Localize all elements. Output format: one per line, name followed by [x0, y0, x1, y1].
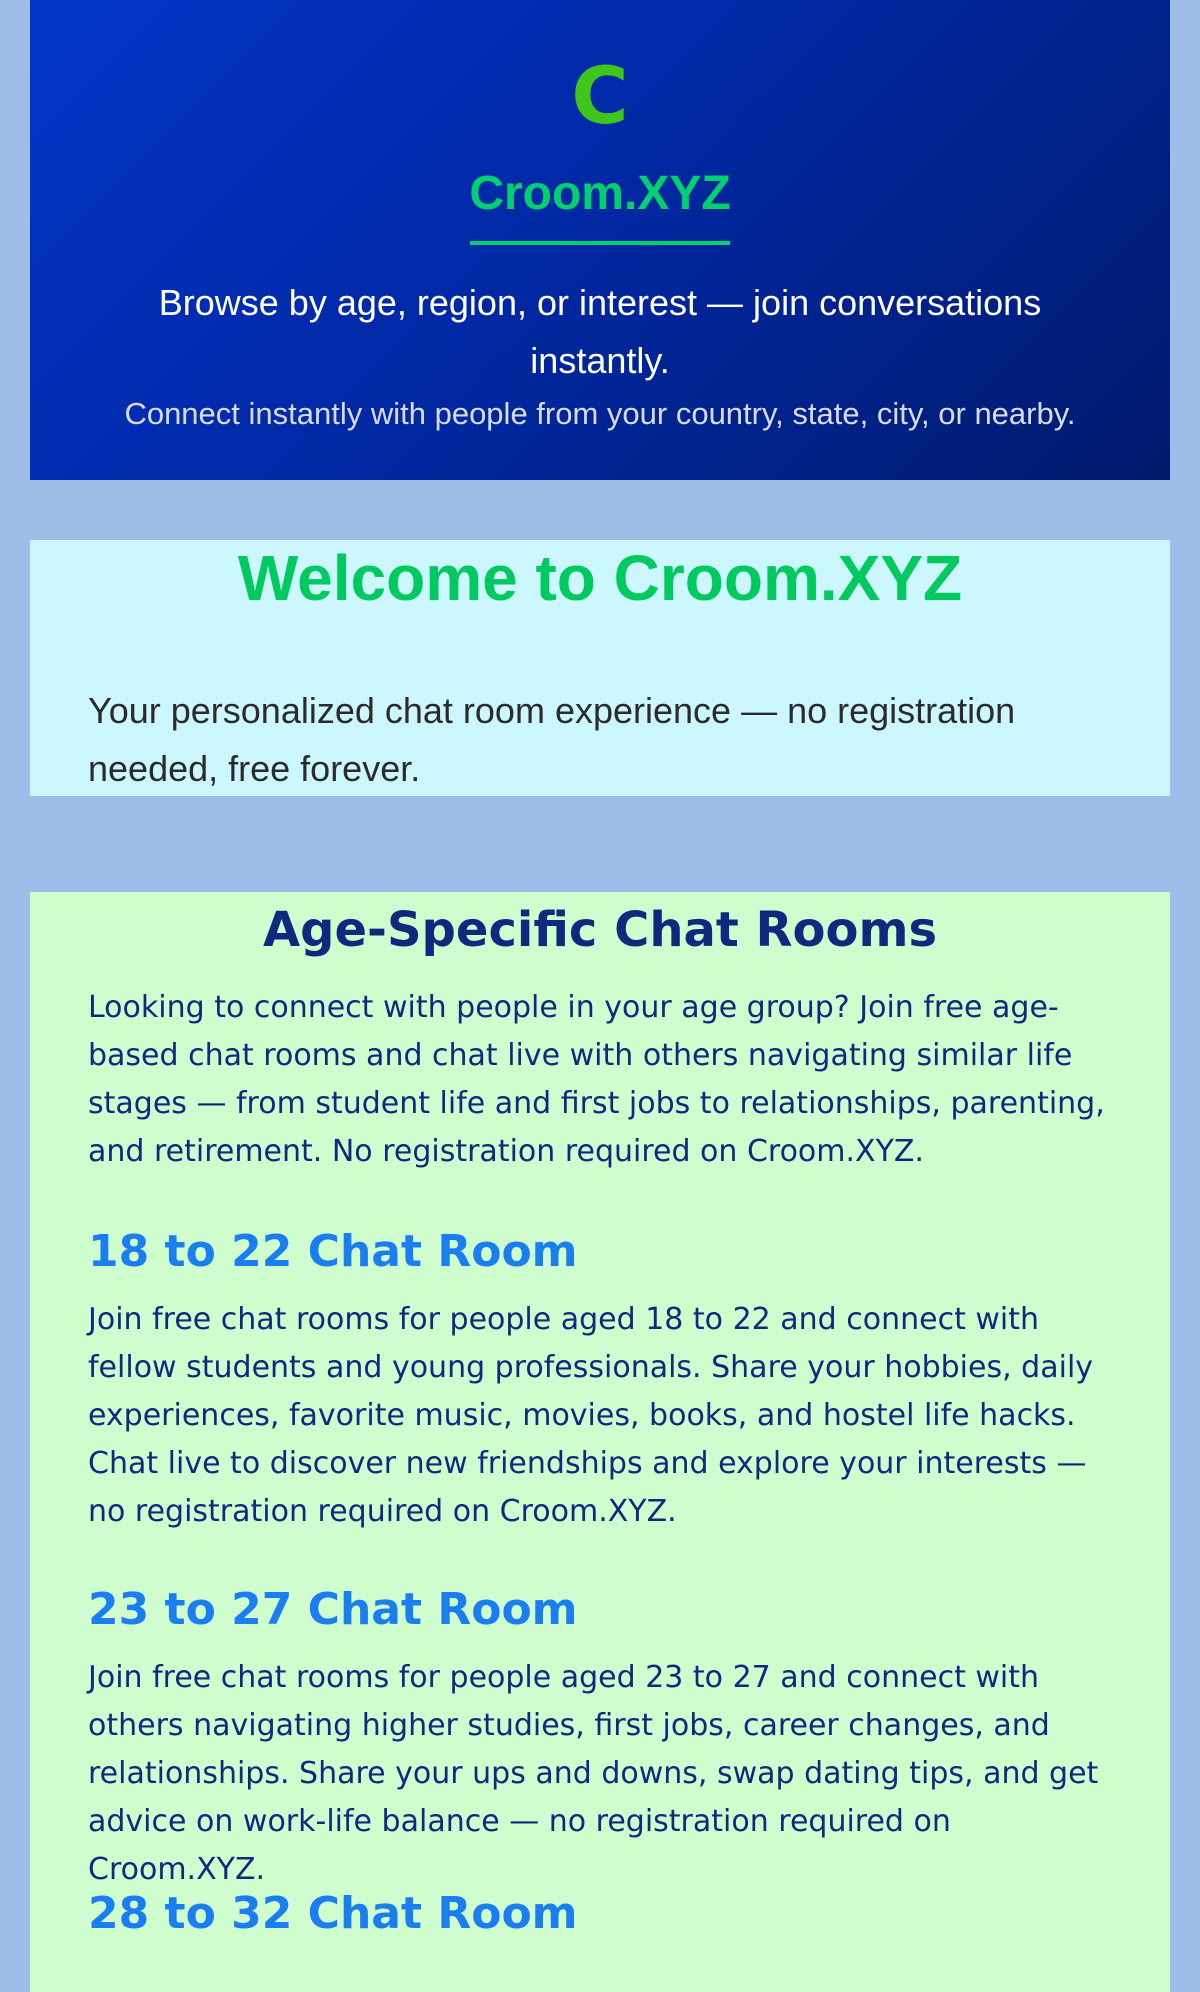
logo-icon[interactable]: C — [571, 52, 629, 142]
age-section-title: Age-Specific Chat Rooms — [262, 902, 938, 958]
welcome-section — [30, 540, 1170, 796]
site-header — [30, 0, 1170, 480]
header-subtagline: Connect instantly with people from your country, state, city, or nearby. — [124, 396, 1076, 431]
welcome-text: Your personalized chat room experience — no registration needed, free forever. — [88, 690, 1016, 789]
room-title-28-32[interactable]: 28 to 32 Chat Room — [88, 1888, 578, 1939]
room-title-23-27[interactable]: 23 to 27 Chat Room — [88, 1584, 578, 1635]
room-description-18-22: Join free chat rooms for people aged 18 to 22 and connect with fellow students and young professionals. Share your hobbies, daily experiences, favorite music, movies, books, and hostel life hacks. Chat live to discover new friendships and explore your interests — no registration required on Croom.XYZ. — [88, 1302, 1094, 1529]
header-tagline: Browse by age, region, or interest — join conversations instantly. — [158, 282, 1042, 381]
room-description-23-27: Join free chat rooms for people aged 23 to 27 and connect with others navigating higher studies, first jobs, career changes, and relationships. Share your ups and downs, swap dating tips, and get advice on work-life balance — no registration required on Croom.XYZ. — [88, 1660, 1099, 1887]
page — [30, 0, 1170, 1939]
site-name-underline — [470, 241, 730, 245]
welcome-title: Welcome to Croom.XYZ — [237, 542, 963, 614]
site-name[interactable]: Croom.XYZ — [469, 167, 731, 220]
age-section-intro: Looking to connect with people in your age group? Join free age-based chat rooms and chat live with others navigating similar life stages — from student life and first jobs to relationships, parenting, and retirement. No registration required on Croom.XYZ. — [88, 990, 1105, 1169]
age-chat-rooms-section — [30, 892, 1170, 1992]
room-title-18-22[interactable]: 18 to 22 Chat Room — [88, 1226, 578, 1277]
